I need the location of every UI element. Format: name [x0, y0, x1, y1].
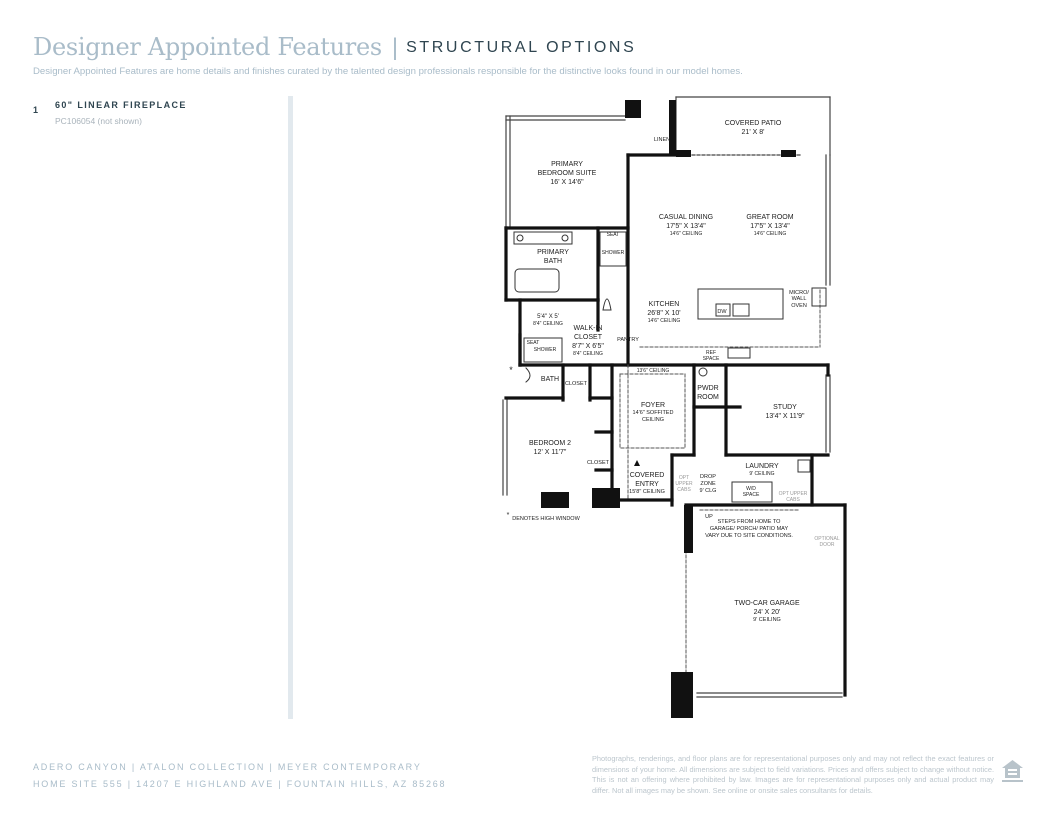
foyer-name: FOYER [640, 402, 666, 409]
closet-small-size: 5'4" X 5' [537, 314, 559, 320]
casual-dining-name: CASUAL DINING [658, 214, 714, 221]
wall-blocks [541, 100, 796, 718]
pantry-label: PANTRY [617, 337, 639, 343]
bath-label: BATH [540, 376, 560, 383]
pwdr-name-1: PWDR [697, 385, 719, 392]
foyer-ceiling-2: CEILING [641, 417, 665, 423]
ref-space-1: REF [706, 350, 716, 356]
casual-dining-ceiling: 14'6" CEILING [669, 231, 703, 237]
garage-ceiling: 9' CEILING [753, 617, 781, 623]
opt-upper-left-2: UPPER [675, 481, 693, 487]
seat-top-label: SEAT [606, 232, 620, 238]
primary-suite-size: 16' X 14'6" [550, 179, 584, 186]
great-room-name: GREAT ROOM [746, 214, 794, 221]
option-number: 1 [33, 105, 40, 115]
page-title: Designer Appointed Features [33, 33, 382, 61]
primary-bath-name-2: BATH [543, 258, 563, 265]
drop-zone-1: DROP [700, 474, 716, 480]
steps-note-3: VARY DUE TO SITE CONDITIONS. [705, 533, 793, 539]
covered-patio-size: 21' X 8' [741, 129, 765, 136]
laundry-ceiling: 9' CEILING [749, 471, 775, 477]
closet-small-ceiling: 8'4" CEILING [533, 321, 563, 327]
kitchen-name: KITCHEN [648, 301, 680, 308]
footer-line-1: ADERO CANYON | ATALON COLLECTION | MEYER CONTEMPORARY [33, 762, 422, 772]
footer-community [33, 759, 446, 793]
micro-oven-label-2: WALL [791, 296, 807, 302]
study-name: STUDY [773, 404, 797, 411]
steps-note-1: STEPS FROM HOME TO [717, 519, 781, 525]
title-separator: | [391, 34, 399, 61]
primary-suite-name-1: PRIMARY [551, 161, 583, 168]
great-room-ceiling: 14'6" CEILING [753, 231, 787, 237]
walk-in-name-2: CLOSET [573, 334, 603, 341]
closet-bed2-label: CLOSET [586, 460, 610, 466]
drop-zone-2: ZONE [700, 481, 716, 487]
great-room-size: 17'5" X 13'4" [750, 223, 790, 230]
option-name: 60" LINEAR FIREPLACE [55, 100, 187, 110]
option-code: PC106054 (not shown) [55, 116, 142, 126]
walk-in-ceiling: 8'4" CEILING [573, 351, 603, 357]
foyer-ceiling-1: 14'6" SOFFITED [632, 410, 674, 416]
bedroom2-name: BEDROOM 2 [528, 440, 572, 447]
opt-upper-left-3: CABS [677, 487, 691, 493]
walk-in-size: 8'7" X 6'5" [572, 343, 604, 350]
covered-entry-name-2: ENTRY [635, 481, 659, 488]
primary-suite-name-2: BEDROOM SUITE [537, 170, 597, 177]
ceiling-13-label: 13'6" CEILING [636, 368, 670, 374]
opt-upper-right-1: OPT UPPER [778, 491, 808, 497]
kitchen-ceiling: 14'6" CEILING [647, 318, 681, 324]
garage-size: 24' X 20' [753, 609, 781, 616]
page-subtitle: Designer Appointed Features are home details and finishes curated by the talented design professionals responsible for the distinctive looks found in our model homes. [33, 66, 743, 77]
covered-entry-ceiling: 15'8" CEILING [629, 489, 665, 495]
bedroom2-size: 12' X 11'7" [533, 449, 567, 456]
footer-disclaimer: Photographs, renderings, and floor plans are for representational purposes only and may not reflect the exact features or dimensions of your home. All dimensions are subject to field variations. Prices and offers subject to change without notice. This is not an offering where prohibited by law. Images are for representational purposes only and actual product may differ. Not all images may be shown. See online or onsite sales consultants for details. [592, 754, 994, 795]
covered-patio-name: COVERED PATIO [724, 120, 782, 127]
closet-bath-label: CLOSET [564, 381, 588, 387]
shower-top-label: SHOWER [601, 250, 625, 256]
wd-space-1: W/D [746, 486, 756, 492]
micro-oven-label-3: OVEN [791, 303, 807, 309]
optional-door-1: OPTIONAL [814, 536, 840, 542]
high-window-asterisk: * [509, 365, 513, 375]
up-label: UP [705, 514, 713, 520]
dw-label: DW [717, 309, 727, 315]
linen-label: LINEN [653, 137, 671, 143]
optional-door-2: DOOR [819, 542, 835, 548]
covered-entry-name-1: COVERED [629, 472, 665, 479]
steps-note-2: GARAGE/ PORCH/ PATIO MAY [709, 526, 789, 532]
walk-in-name-1: WALK-IN [573, 325, 603, 332]
section-title: STRUCTURAL OPTIONS [406, 39, 637, 56]
micro-oven-label-1: MICRO/ [789, 290, 809, 296]
fixtures [514, 232, 826, 502]
study-size: 13'4" X 11'9" [765, 413, 805, 420]
high-window-note: DENOTES HIGH WINDOW [512, 516, 580, 522]
kitchen-size: 26'8" X 10' [647, 310, 681, 317]
laundry-name: LAUNDRY [745, 463, 779, 470]
wd-space-2: SPACE [742, 492, 760, 498]
drop-zone-3: 9' CLG [699, 488, 717, 494]
ref-space-2: SPACE [702, 356, 720, 362]
opt-upper-left-1: OPT [678, 475, 690, 481]
footer-line-2: HOME SITE 555 | 14207 E HIGHLAND AVE | FOUNTAIN HILLS, AZ 85268 [33, 779, 447, 789]
opt-upper-right-2: CABS [786, 497, 800, 503]
high-window-asterisk-note: * [506, 512, 510, 519]
casual-dining-size: 17'5" X 13'4" [666, 223, 706, 230]
shower-bath-label: SHOWER [533, 347, 557, 353]
primary-bath-name-1: PRIMARY [537, 249, 569, 256]
pwdr-name-2: ROOM [697, 394, 719, 401]
seat-bath-label: SEAT [526, 340, 540, 346]
garage-name: TWO-CAR GARAGE [734, 600, 800, 607]
equal-housing-icon [1000, 758, 1025, 783]
